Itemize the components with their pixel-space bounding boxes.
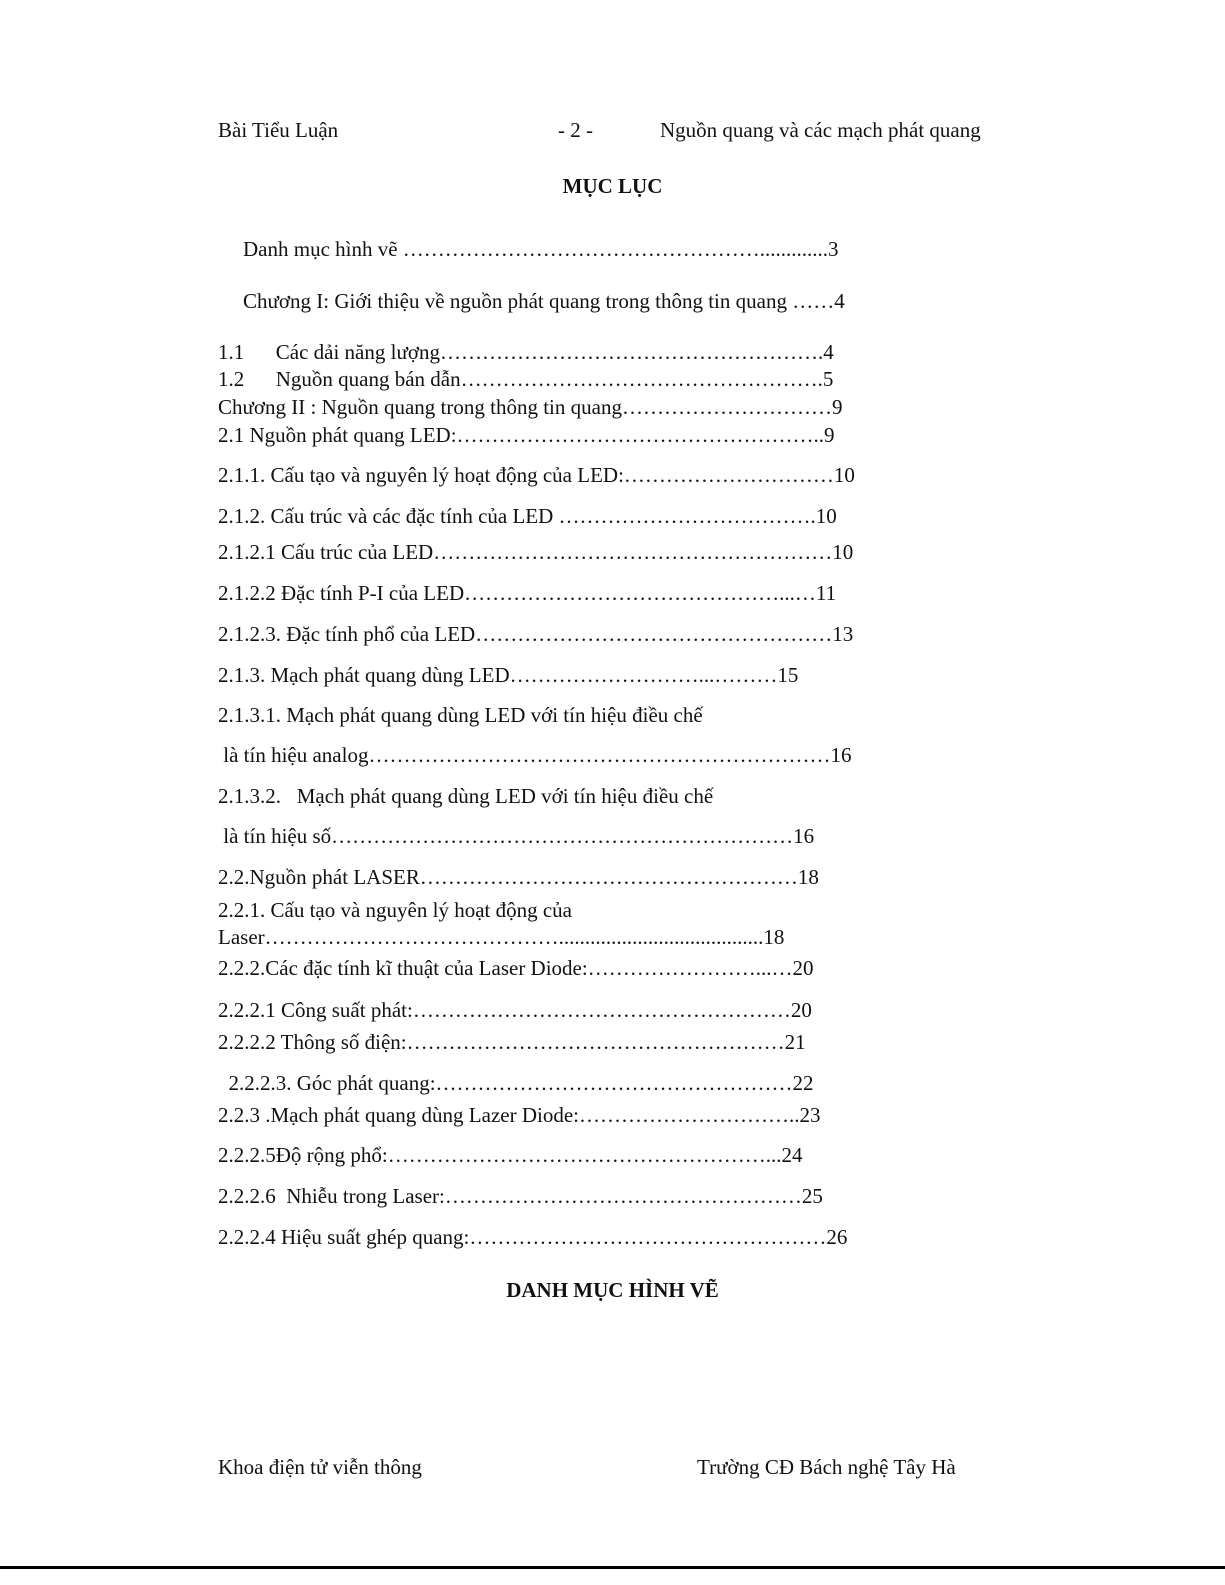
toc-entry: 2.1.3. Mạch phát quang dùng LED………………………...………15 — [218, 663, 799, 687]
toc-entry: 2.2.2.2 Thông số điện:………………………………………………21 — [218, 1030, 806, 1054]
toc-entry: Danh mục hình vẽ …………………………………………….............3 — [243, 237, 839, 261]
toc-entry: 2.2.2.1 Công suất phát:………………………………………………20 — [218, 998, 812, 1022]
footer-left: Khoa điện tử viễn thông — [218, 1455, 422, 1479]
toc-entry: 2.1.3.1. Mạch phát quang dùng LED với tín hiệu điều chế — [218, 703, 703, 727]
toc-entry: Chương I: Giới thiệu về nguồn phát quang trong thông tin quang ……4 — [243, 289, 845, 313]
toc-entry: 2.2.Nguồn phát LASER………………………………………………18 — [218, 865, 819, 889]
toc-entry: 2.2.1. Cấu tạo và nguyên lý hoạt động của — [218, 898, 573, 922]
toc-entry: 2.2.2.3. Góc phát quang:……………………………………………22 — [218, 1071, 814, 1095]
toc-entry: 2.1.2.3. Đặc tính phổ của LED……………………………………………13 — [218, 622, 854, 646]
header-right: Nguồn quang và các mạch phát quang — [660, 118, 981, 142]
toc-entry: 1.2 Nguồn quang bán dẫn…………………………………………….5 — [218, 367, 834, 391]
footer-right: Trường CĐ Bách nghệ Tây Hà — [697, 1455, 956, 1479]
toc-entry: 2.2.2.4 Hiệu suất ghép quang:……………………………………………26 — [218, 1225, 848, 1249]
toc-entry: Chương II : Nguồn quang trong thông tin quang…………………………9 — [218, 395, 843, 419]
toc-entry: 2.2.2.6 Nhiễu trong Laser:……………………………………………25 — [218, 1184, 823, 1208]
toc-entry: 2.1.2.2 Đặc tính P-I của LED………………………………………...…11 — [218, 581, 837, 605]
toc-entry: là tín hiệu analog…………………………………………………………16 — [218, 743, 852, 767]
toc-entry: Laser…………………………………….......................................18 — [218, 925, 785, 949]
header-page-number: - 2 - — [558, 118, 593, 142]
toc-entry: 2.1.2.1 Cấu trúc của LED…………………………………………………10 — [218, 540, 854, 564]
toc-entry: 2.1 Nguồn phát quang LED:……………………………………………..9 — [218, 423, 835, 447]
figures-title: DANH MỤC HÌNH VẼ — [506, 1278, 719, 1302]
toc-entry: 2.2.2.5Độ rộng phổ:………………………………………………...24 — [218, 1143, 803, 1167]
toc-entry: 2.2.2.Các đặc tính kĩ thuật của Laser Diode:……………………...…20 — [218, 956, 814, 980]
bottom-border — [0, 1566, 1225, 1569]
toc-entry: là tín hiệu số…………………………………………………………16 — [218, 824, 815, 848]
toc-entry: 2.1.2. Cấu trúc và các đặc tính của LED ……………………………….10 — [218, 504, 837, 528]
toc-entry: 2.2.3 .Mạch phát quang dùng Lazer Diode:…………………………..23 — [218, 1103, 821, 1127]
toc-entry: 1.1 Các dải năng lượng……………………………………………….4 — [218, 340, 834, 364]
header-left: Bài Tiểu Luận — [218, 118, 339, 142]
toc-entry: 2.1.1. Cấu tạo và nguyên lý hoạt động của LED:…………………………10 — [218, 463, 855, 487]
toc-entry: 2.1.3.2. Mạch phát quang dùng LED với tín hiệu điều chế — [218, 784, 714, 808]
toc-title: MỤC LỤC — [562, 174, 663, 198]
